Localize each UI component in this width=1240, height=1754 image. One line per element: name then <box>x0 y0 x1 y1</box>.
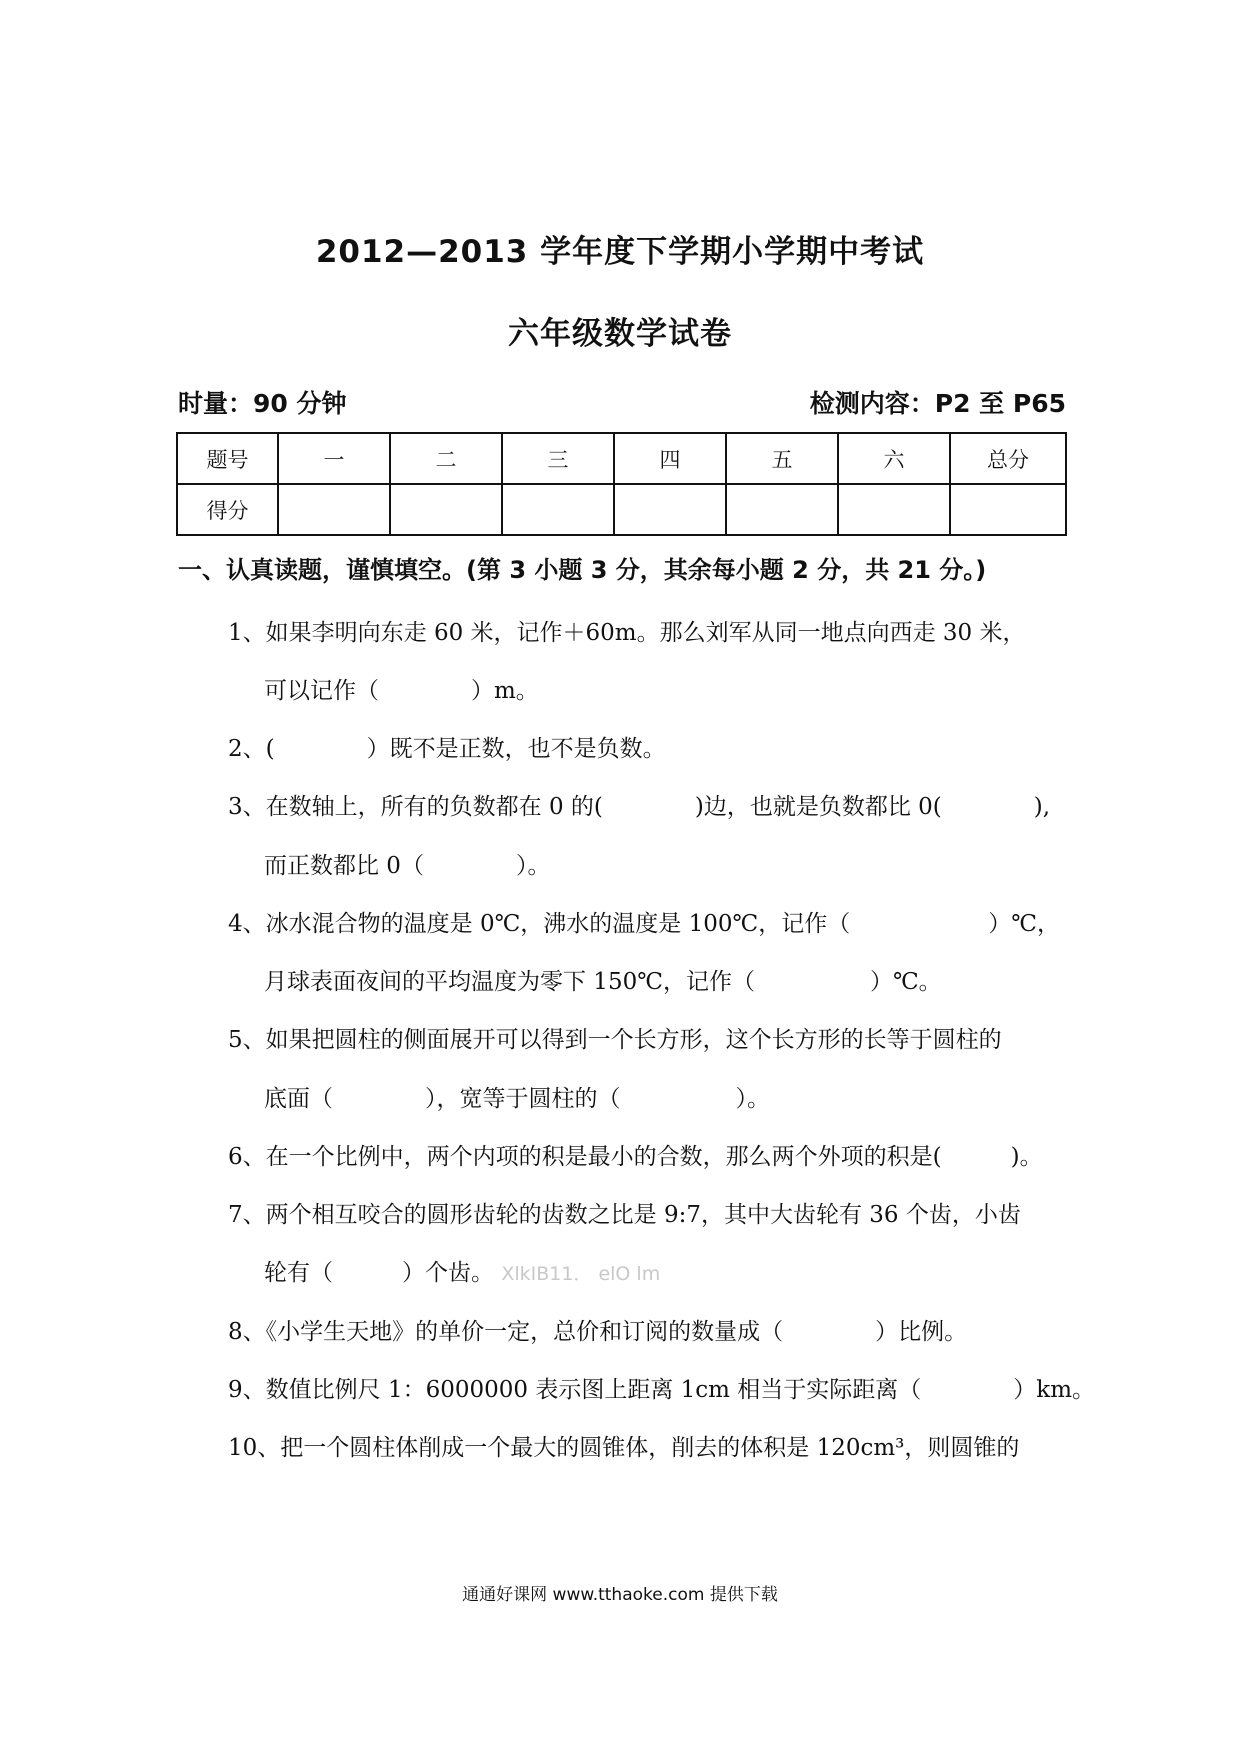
score-table-cell: 二 <box>390 433 502 484</box>
exam-title: 2012—2013 学年度下学期小学期中考试 <box>315 234 925 270</box>
score-entry-cell[interactable] <box>838 484 950 535</box>
test-scope: 检测内容：P2 至 P65 <box>809 389 1066 418</box>
score-table-cell: 六 <box>838 433 950 484</box>
score-table-cell: 一 <box>278 433 390 484</box>
score-table-header-row <box>177 433 1066 484</box>
faint-watermark-text: XlkIB11． elO lm <box>501 1263 661 1285</box>
score-entry-cell[interactable] <box>614 484 726 535</box>
question-line <box>264 1258 660 1289</box>
score-table <box>176 432 1067 536</box>
question-line: 月球表面夜间的平均温度为零下 150℃，记作（ ）℃。 <box>264 969 942 995</box>
score-table-cell: 总分 <box>950 433 1066 484</box>
page-footer: 通通好课网 www.tthaoke.com 提供下载 <box>462 1585 778 1605</box>
question-line: 3、在数轴上，所有的负数都在 0 的( )边，也就是负数都比 0( ), <box>228 794 1051 820</box>
question-line: 7、两个相互咬合的圆形齿轮的齿数之比是 9:7，其中大齿轮有 36 个齿，小齿 <box>228 1202 1021 1228</box>
section-heading: 一、认真读题，谨慎填空。(第 3 小题 3 分，其余每小题 2 分，共 21 分。) <box>178 556 987 584</box>
exam-subtitle: 六年级数学试卷 <box>508 316 732 352</box>
question-line: 底面（ ），宽等于圆柱的（ ）。 <box>264 1086 770 1112</box>
score-table-cell: 题号 <box>177 433 278 484</box>
score-table-cell: 五 <box>726 433 838 484</box>
question-line: 8、《小学生天地》的单价一定，总价和订阅的数量成（ ）比例。 <box>228 1319 968 1345</box>
score-entry-cell[interactable] <box>502 484 614 535</box>
question-line: 2、( ）既不是正数，也不是负数。 <box>228 736 666 762</box>
question-line: 1、如果李明向东走 60 米，记作＋60m。那么刘军从同一地点向西走 30 米， <box>228 620 1026 646</box>
question-line: 而正数都比 0（ ）。 <box>264 853 551 879</box>
question-line: 4、冰水混合物的温度是 0℃，沸水的温度是 100℃，记作（ ）℃， <box>228 911 1060 937</box>
question-line: 10、把一个圆柱体削成一个最大的圆锥体，削去的体积是 120cm³，则圆锥的 <box>228 1435 1020 1461</box>
question-line: 5、如果把圆柱的侧面展开可以得到一个长方形，这个长方形的长等于圆柱的 <box>228 1027 1002 1053</box>
score-table-cell: 四 <box>614 433 726 484</box>
score-table-cell: 得分 <box>177 484 278 535</box>
time-limit: 时量：90 分钟 <box>178 389 347 418</box>
score-entry-cell[interactable] <box>278 484 390 535</box>
score-entry-cell[interactable] <box>726 484 838 535</box>
question-line: 可以记作（ ）m。 <box>264 678 539 704</box>
question-line: 9、数值比例尺 1：6000000 表示图上距离 1cm 相当于实际距离（ ）km。 <box>228 1377 1096 1403</box>
question-line: 6、在一个比例中，两个内项的积是最小的合数，那么两个外项的积是( )。 <box>228 1144 1043 1170</box>
score-entry-cell[interactable] <box>390 484 502 535</box>
question-text: 轮有（ ）个齿。 <box>264 1260 494 1286</box>
score-table-score-row <box>177 484 1066 535</box>
score-entry-cell[interactable] <box>950 484 1066 535</box>
score-table-cell: 三 <box>502 433 614 484</box>
